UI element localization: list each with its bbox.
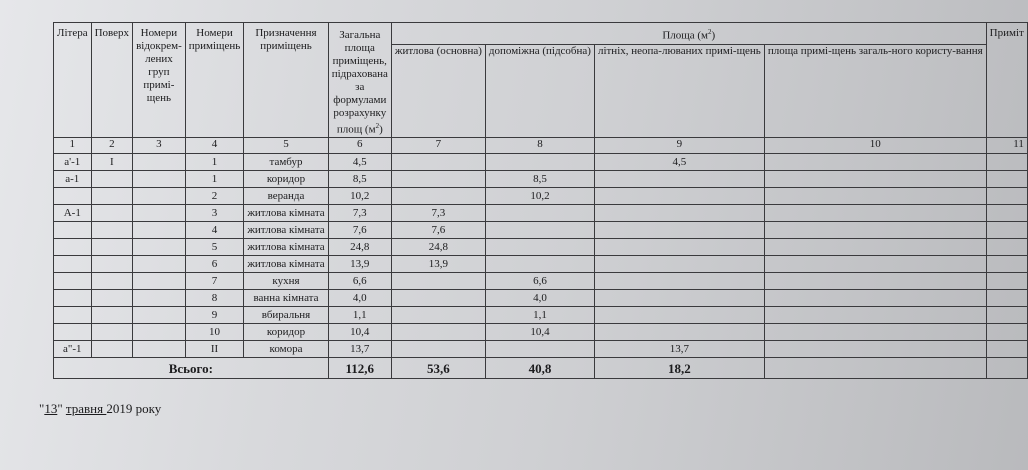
- cell-notes: [986, 324, 1027, 341]
- cell-summer: [594, 256, 764, 273]
- col-num: 5: [244, 138, 328, 154]
- cell-floor: [91, 239, 132, 256]
- cell-notes: [986, 273, 1027, 290]
- cell-living: [391, 341, 485, 358]
- cell-common: [764, 290, 986, 307]
- cell-litera: [54, 222, 92, 239]
- cell-total: 13,7: [328, 341, 391, 358]
- cell-notes: [986, 290, 1027, 307]
- cell-floor: [91, 188, 132, 205]
- cell-notes: [986, 239, 1027, 256]
- totals-row: [54, 358, 1028, 379]
- table-body: [54, 154, 1028, 358]
- cell-floor: [91, 256, 132, 273]
- col-num: 4: [185, 138, 244, 154]
- cell-summer: [594, 188, 764, 205]
- col-num: 8: [485, 138, 594, 154]
- cell-common: [764, 324, 986, 341]
- cell-floor: [91, 205, 132, 222]
- cell-common: [764, 205, 986, 222]
- cell-purpose: коридор: [244, 324, 328, 341]
- table-row: [54, 341, 1028, 358]
- cell-purpose: житлова кімната: [244, 256, 328, 273]
- cell-litera: [54, 188, 92, 205]
- cell-aux: 4,0: [485, 290, 594, 307]
- cell-floor: [91, 171, 132, 188]
- cell-common: [764, 256, 986, 273]
- cell-total: 6,6: [328, 273, 391, 290]
- cell-living: 7,6: [391, 222, 485, 239]
- cell-purpose: коридор: [244, 171, 328, 188]
- cell-litera: [54, 273, 92, 290]
- cell-aux: [485, 341, 594, 358]
- header-notes: Приміт: [986, 23, 1027, 138]
- header-total-area: Загальна площа приміщень, підрахована за формулами розрахунку площ $(м^2)$: [328, 23, 391, 138]
- cell-room: 5: [185, 239, 244, 256]
- cell-aux: 1,1: [485, 307, 594, 324]
- cell-litera: [54, 290, 92, 307]
- table-row: [54, 205, 1028, 222]
- column-number-row: [54, 138, 1028, 154]
- cell-aux: 6,6: [485, 273, 594, 290]
- cell-living: [391, 273, 485, 290]
- cell-living: 7,3: [391, 205, 485, 222]
- cell-group: [133, 188, 186, 205]
- cell-notes: [986, 154, 1027, 171]
- cell-summer: 13,7: [594, 341, 764, 358]
- cell-group: [133, 256, 186, 273]
- table-row: [54, 154, 1028, 171]
- cell-living: [391, 324, 485, 341]
- totals-aux: 40,8: [485, 358, 594, 379]
- cell-common: [764, 188, 986, 205]
- cell-total: 4,0: [328, 290, 391, 307]
- cell-total: 7,6: [328, 222, 391, 239]
- cell-total: 10,2: [328, 188, 391, 205]
- cell-common: [764, 222, 986, 239]
- cell-group: [133, 307, 186, 324]
- cell-group: [133, 273, 186, 290]
- table-row: [54, 307, 1028, 324]
- cell-litera: а'-1: [54, 154, 92, 171]
- date-day: 13: [44, 401, 58, 416]
- cell-purpose: веранда: [244, 188, 328, 205]
- cell-common: [764, 307, 986, 324]
- cell-room: 6: [185, 256, 244, 273]
- date-year: 2019 року: [106, 401, 162, 416]
- cell-room: 10: [185, 324, 244, 341]
- cell-notes: [986, 307, 1027, 324]
- cell-litera: [54, 239, 92, 256]
- cell-room: 9: [185, 307, 244, 324]
- header-common: площа примі-щень загаль-ного користу-вання: [764, 44, 986, 137]
- col-num: 10: [764, 138, 986, 154]
- cell-common: [764, 154, 986, 171]
- cell-summer: [594, 205, 764, 222]
- cell-group: [133, 341, 186, 358]
- cell-floor: [91, 341, 132, 358]
- cell-floor: [91, 307, 132, 324]
- cell-total: 4,5: [328, 154, 391, 171]
- totals-notes: [986, 358, 1027, 379]
- cell-purpose: ванна кімната: [244, 290, 328, 307]
- cell-litera: [54, 324, 92, 341]
- cell-notes: [986, 171, 1027, 188]
- cell-group: [133, 154, 186, 171]
- cell-common: [764, 341, 986, 358]
- cell-purpose: житлова кімната: [244, 239, 328, 256]
- col-num: 2: [91, 138, 132, 154]
- cell-purpose: комора: [244, 341, 328, 358]
- table-row: [54, 171, 1028, 188]
- cell-litera: а"-1: [54, 341, 92, 358]
- header-auxiliary: допоміжна (підсобна): [485, 44, 594, 137]
- col-num: 7: [391, 138, 485, 154]
- cell-notes: [986, 341, 1027, 358]
- cell-litera: А-1: [54, 205, 92, 222]
- cell-litera: [54, 307, 92, 324]
- cell-summer: [594, 273, 764, 290]
- cell-summer: 4,5: [594, 154, 764, 171]
- cell-notes: [986, 205, 1027, 222]
- date-month: травня: [65, 401, 107, 416]
- cell-total: 24,8: [328, 239, 391, 256]
- cell-aux: [485, 205, 594, 222]
- cell-notes: [986, 256, 1027, 273]
- cell-group: [133, 171, 186, 188]
- col-num: 3: [133, 138, 186, 154]
- cell-room: 1: [185, 154, 244, 171]
- cell-floor: [91, 290, 132, 307]
- cell-aux: [485, 154, 594, 171]
- cell-total: 1,1: [328, 307, 391, 324]
- cell-purpose: житлова кімната: [244, 205, 328, 222]
- cell-aux: [485, 222, 594, 239]
- cell-aux: 10,4: [485, 324, 594, 341]
- cell-purpose: вбиральня: [244, 307, 328, 324]
- cell-aux: 10,2: [485, 188, 594, 205]
- cell-summer: [594, 307, 764, 324]
- table-row: [54, 256, 1028, 273]
- cell-living: 13,9: [391, 256, 485, 273]
- cell-total: 13,9: [328, 256, 391, 273]
- header-row: [54, 23, 1028, 45]
- cell-floor: [91, 222, 132, 239]
- cell-room: II: [185, 341, 244, 358]
- cell-living: 24,8: [391, 239, 485, 256]
- totals-total: 112,6: [328, 358, 391, 379]
- header-rooms: Номери приміщень: [185, 23, 244, 138]
- table-row: [54, 188, 1028, 205]
- cell-total: 7,3: [328, 205, 391, 222]
- cell-summer: [594, 239, 764, 256]
- cell-aux: [485, 239, 594, 256]
- cell-room: 3: [185, 205, 244, 222]
- cell-room: 7: [185, 273, 244, 290]
- cell-litera: а-1: [54, 171, 92, 188]
- cell-aux: [485, 256, 594, 273]
- totals-label: Всього:: [54, 358, 329, 379]
- cell-purpose: житлова кімната: [244, 222, 328, 239]
- cell-notes: [986, 188, 1027, 205]
- cell-summer: [594, 324, 764, 341]
- cell-total: 8,5: [328, 171, 391, 188]
- header-floor: Поверх: [91, 23, 132, 138]
- cell-common: [764, 171, 986, 188]
- cell-room: 4: [185, 222, 244, 239]
- totals-common: [764, 358, 986, 379]
- cell-common: [764, 273, 986, 290]
- table-row: [54, 222, 1028, 239]
- header-living: житлова (основна): [391, 44, 485, 137]
- cell-notes: [986, 222, 1027, 239]
- cell-floor: [91, 324, 132, 341]
- cell-room: 2: [185, 188, 244, 205]
- cell-living: [391, 290, 485, 307]
- cell-floor: I: [91, 154, 132, 171]
- totals-living: 53,6: [391, 358, 485, 379]
- table-row: [54, 239, 1028, 256]
- table-row: [54, 324, 1028, 341]
- cell-room: 1: [185, 171, 244, 188]
- cell-summer: [594, 290, 764, 307]
- cell-room: 8: [185, 290, 244, 307]
- cell-living: [391, 171, 485, 188]
- header-litera: Літера: [54, 23, 92, 138]
- table-row: [54, 273, 1028, 290]
- cell-aux: 8,5: [485, 171, 594, 188]
- cell-purpose: тамбур: [244, 154, 328, 171]
- cell-group: [133, 239, 186, 256]
- cell-group: [133, 290, 186, 307]
- cell-living: [391, 188, 485, 205]
- cell-group: [133, 222, 186, 239]
- totals-summer: 18,2: [594, 358, 764, 379]
- cell-summer: [594, 171, 764, 188]
- col-num: 11: [986, 138, 1027, 154]
- header-groups: Номери відокрем-лених груп примі-щень: [133, 23, 186, 138]
- cell-total: 10,4: [328, 324, 391, 341]
- cell-living: [391, 307, 485, 324]
- table-row: [54, 290, 1028, 307]
- cell-litera: [54, 256, 92, 273]
- header-area-group: Площа $(м^2)$: [391, 23, 986, 45]
- col-num: 6: [328, 138, 391, 154]
- cell-group: [133, 205, 186, 222]
- room-area-table: [53, 22, 1028, 379]
- cell-summer: [594, 222, 764, 239]
- document-date: "13" травня 2019 року: [39, 401, 162, 416]
- cell-purpose: кухня: [244, 273, 328, 290]
- cell-common: [764, 239, 986, 256]
- header-summer: літніх, неопа-люваних примі-щень: [594, 44, 764, 137]
- cell-floor: [91, 273, 132, 290]
- col-num: 9: [594, 138, 764, 154]
- cell-living: [391, 154, 485, 171]
- col-num: 1: [54, 138, 92, 154]
- cell-group: [133, 324, 186, 341]
- header-purpose: Призначення приміщень: [244, 23, 328, 138]
